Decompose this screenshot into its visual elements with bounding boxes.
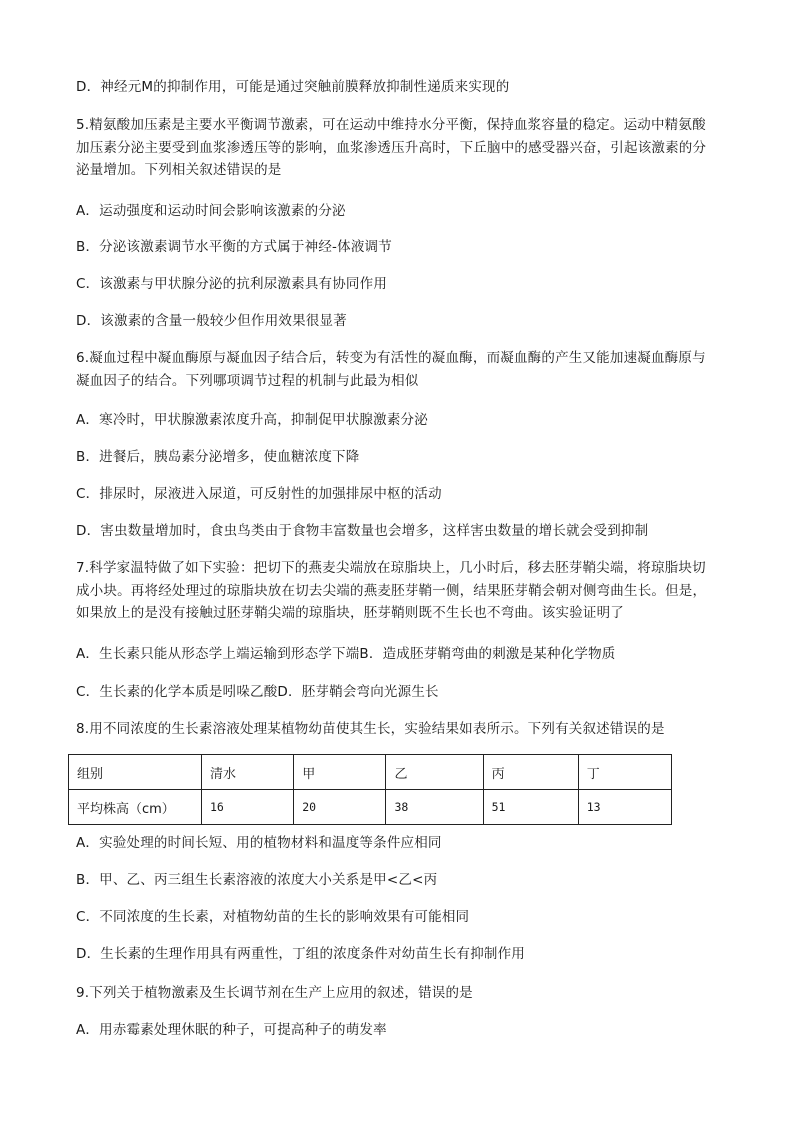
- q8-option-a: A．实验处理的时间长短、用的植物材料和温度等条件应相同: [76, 835, 442, 851]
- q5-option-c: C．该激素与甲状腺分泌的抗利尿激素具有协同作用: [76, 276, 388, 292]
- q9-option-a: A．用赤霉素处理休眠的种子，可提高种子的萌发率: [76, 1022, 387, 1038]
- q5-stem-line-1: 5.精氨酸加压素是主要水平衡调节激素，可在运动中维持水分平衡，保持血浆容量的稳定。运动中精氨酸: [76, 117, 706, 133]
- table-header-cell: 乙: [386, 755, 483, 790]
- q6-option-c: C．排尿时，尿液进入尿道，可反射性的加强排尿中枢的活动: [76, 486, 442, 502]
- table-header-cell: 甲: [294, 755, 386, 790]
- q6-stem-line-2: 凝血因子的结合。下列哪项调节过程的机制与此最为相似: [76, 372, 419, 389]
- q8-option-c: C．不同浓度的生长素，对植物幼苗的生长的影响效果有可能相同: [76, 909, 470, 925]
- table-header-cell: 清水: [201, 755, 293, 790]
- table-cell: 38: [386, 790, 483, 825]
- q5-option-a: A．运动强度和运动时间会影响该激素的分泌: [76, 203, 346, 219]
- table-header-cell: 组别: [69, 755, 202, 790]
- table-cell: 13: [578, 790, 671, 825]
- q8-option-b: B．甲、乙、丙三组生长素溶液的浓度大小关系是甲<乙<丙: [76, 872, 438, 888]
- q7-stem-line-1: 7.科学家温特做了如下实验：把切下的燕麦尖端放在琼脂块上，几小时后，移去胚芽鞘尖端，将琼脂块切: [76, 560, 706, 576]
- q7-options-cd: C．生长素的化学本质是吲哚乙酸D．胚芽鞘会弯向光源生长: [76, 684, 439, 700]
- q6-option-a: A．寒冷时，甲状腺激素浓度升高，抑制促甲状腺激素分泌: [76, 412, 428, 428]
- q5-stem-line-2: 加压素分泌主要受到血浆渗透压等的影响，血浆渗透压升高时，下丘脑中的感受器兴奋，引起该激素的分: [76, 139, 707, 156]
- table-header-cell: 丁: [578, 755, 671, 790]
- q7-options-ab: A．生长素只能从形态学上端运输到形态学下端B．造成胚芽鞘弯曲的刺激是某种化学物质: [76, 646, 616, 662]
- q8-stem: 8.用不同浓度的生长素溶液处理某植物幼苗使其生长，实验结果如表所示。下列有关叙述错误的是: [76, 721, 665, 737]
- q9-stem: 9.下列关于植物激素及生长调节剂在生产上应用的叙述，错误的是: [76, 985, 473, 1001]
- q6-option-b: B．进餐后，胰岛素分泌增多，使血糖浓度下降: [76, 449, 360, 465]
- q8-option-d: D．生长素的生理作用具有两重性，丁组的浓度条件对幼苗生长有抑制作用: [76, 946, 525, 962]
- table-header-row: [69, 755, 672, 790]
- table-row-label: 平均株高（cm）: [69, 790, 202, 825]
- q7-stem-line-2: 成小块。再将经处理过的琼脂块放在切去尖端的燕麦胚芽鞘一侧，结果胚芽鞘会朝对侧弯曲生长。但是，: [76, 582, 707, 599]
- q6-option-d: D．害虫数量增加时，食虫鸟类由于食物丰富数量也会增多，这样害虫数量的增长就会受到抑制: [76, 523, 649, 539]
- q6-stem: [76, 347, 726, 392]
- table-row: [69, 790, 672, 825]
- q6-stem-line-1: 6.凝血过程中凝血酶原与凝血因子结合后，转变为有活性的凝血酶，而凝血酶的产生又能加速凝血酶原与: [76, 350, 706, 366]
- q4-option-d: D．神经元M的抑制作用，可能是通过突触前膜释放抑制性递质来实现的: [76, 79, 510, 95]
- table-header-cell: 丙: [483, 755, 578, 790]
- q5-option-b: B．分泌该激素调节水平衡的方式属于神经-体液调节: [76, 239, 392, 255]
- q5-stem-line-3: 泌量增加。下列相关叙述错误的是: [76, 162, 282, 178]
- growth-data-table: [68, 754, 672, 825]
- q5-option-d: D．该激素的含量一般较少但作用效果很显著: [76, 313, 347, 329]
- q7-stem-line-3: 如果放上的是没有接触过胚芽鞘尖端的琼脂块，胚芽鞘则既不生长也不弯曲。该实验证明了: [76, 605, 624, 621]
- table-cell: 16: [201, 790, 293, 825]
- table-cell: 51: [483, 790, 578, 825]
- q7-stem: [76, 557, 726, 625]
- q5-stem: [76, 114, 726, 182]
- table-cell: 20: [294, 790, 386, 825]
